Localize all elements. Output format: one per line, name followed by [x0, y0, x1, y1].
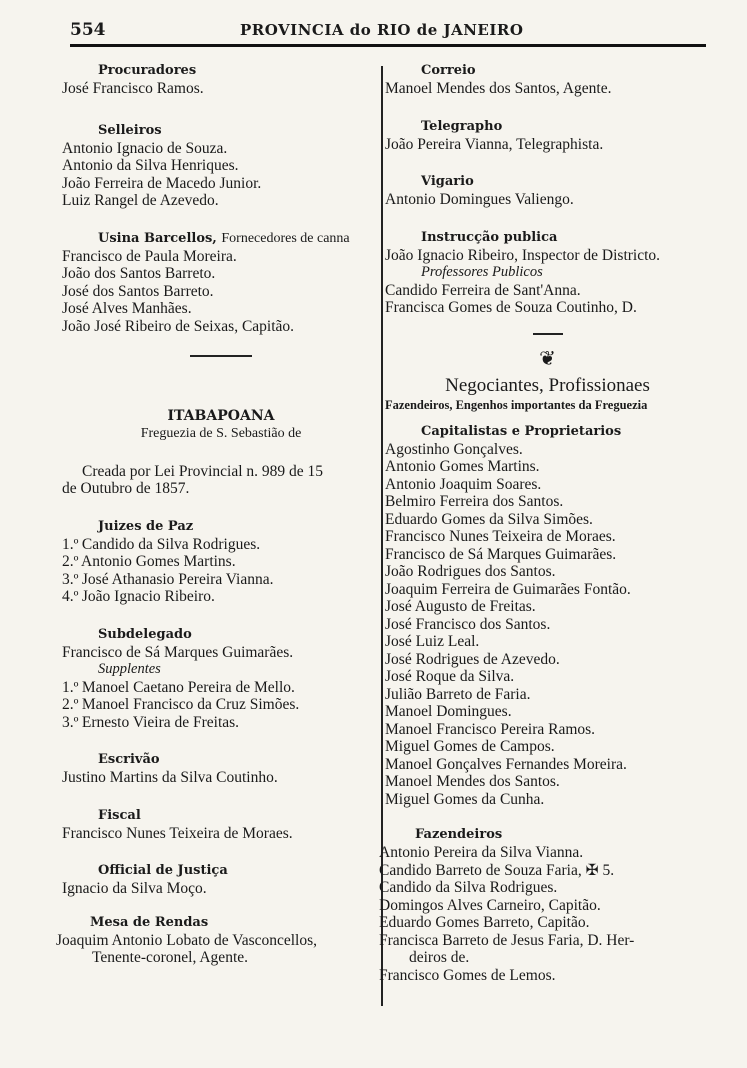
- list-item: [62, 696, 380, 714]
- itabapoana-subtitle: Freguezia de S. Sebastião de: [140, 426, 302, 441]
- inspector-line: João Ignacio Ribeiro, Inspector de Districto.: [385, 246, 661, 264]
- list-item: João Rodrigues dos Santos.: [385, 563, 556, 580]
- telegrapho-name: João Pereira Vianna, Telegraphista.: [385, 135, 604, 153]
- list-item: José Francisco Ramos.: [62, 80, 204, 97]
- correio-name: Manoel Mendes dos Santos, Agente.: [385, 80, 612, 97]
- procuradores-heading: Procuradores: [98, 63, 197, 78]
- juizes-heading: Juizes de Paz: [98, 518, 194, 534]
- mesa-heading: Mesa de Rendas: [90, 914, 209, 930]
- list-item: [62, 588, 380, 606]
- official-section: [62, 862, 380, 898]
- list-item: [62, 553, 380, 571]
- list-item: Francisca Barreto de Jesus Faria, D. Her-: [379, 931, 635, 949]
- item-number: 4.º: [62, 588, 79, 605]
- item-number: 2.º: [62, 553, 79, 570]
- list-item: Antonio Ignacio de Souza.: [62, 139, 228, 157]
- list-item: Manoel Francisco Pereira Ramos.: [385, 720, 596, 738]
- itabapoana-title: ITABAPOANA: [167, 408, 275, 424]
- list-item: Belmiro Ferreira dos Santos.: [385, 493, 564, 510]
- fiscal-heading: Fiscal: [98, 807, 141, 823]
- fazendeiros-section: [379, 826, 710, 984]
- list-item: Francisco de Paula Moreira.: [62, 247, 237, 265]
- capitalistas-heading: Capitalistas e Proprietarios: [421, 423, 622, 439]
- fiscal-section: [62, 807, 380, 843]
- list-item: Manoel Domingues.: [385, 703, 512, 720]
- item-name: Manoel Francisco da Cruz Simões.: [81, 696, 300, 713]
- list-item: Candido Barreto de Souza Faria, ✠ 5.: [379, 861, 615, 879]
- vigario-name: Antonio Domingues Valiengo.: [385, 191, 574, 208]
- instruccao-heading: Instrucção publica: [421, 229, 558, 245]
- item-number: 3.º: [62, 570, 79, 588]
- list-item: [62, 714, 380, 732]
- list-item: José Roque da Silva.: [385, 668, 515, 685]
- list-item: Francisco Gomes de Lemos.: [379, 966, 556, 984]
- list-item: Eduardo Gomes Barreto, Capitão.: [379, 914, 590, 931]
- list-item: José Rodrigues de Azevedo.: [385, 650, 560, 668]
- usina-heading-main: Usina Barcellos,: [98, 230, 217, 246]
- page-number: 554: [70, 20, 106, 40]
- running-title: PROVINCIA do RIO de JANEIRO: [240, 21, 524, 39]
- capitalistas-section: [385, 423, 710, 809]
- item-name: Ernesto Vieira de Freitas.: [81, 713, 240, 731]
- item-name: José Athanasio Pereira Vianna.: [81, 570, 274, 588]
- ornament-icon: ❦: [539, 345, 556, 370]
- selleiros-section: [62, 122, 380, 210]
- list-item: José Luiz Leal.: [385, 633, 480, 650]
- mesa-line-1: Joaquim Antonio Lobato de Vasconcellos,: [56, 931, 318, 949]
- instruccao-section: [385, 229, 710, 317]
- escrivao-name: Justino Martins da Silva Coutinho.: [62, 769, 278, 786]
- item-number: 1.º: [62, 535, 79, 553]
- list-item: José Augusto de Freitas.: [385, 598, 536, 615]
- list-item: [62, 571, 380, 589]
- mesa-section: [56, 914, 380, 967]
- usina-heading: [62, 230, 380, 248]
- page-header: [70, 18, 706, 42]
- list-item: Francisco de Sá Marques Guimarães.: [385, 545, 617, 563]
- vigario-heading: Vigario: [421, 174, 474, 189]
- selleiros-heading: Selleiros: [98, 122, 162, 138]
- itabapoana-section: [62, 407, 380, 498]
- list-item: Antonio Pereira da Silva Vianna.: [379, 844, 584, 861]
- list-item: Francisca Gomes de Souza Coutinho, D.: [385, 299, 637, 316]
- escrivao-section: [62, 751, 380, 787]
- item-number: 2.º: [62, 696, 79, 713]
- subdelegado-name: Francisco de Sá Marques Guimarães.: [62, 643, 294, 661]
- list-item: Manoel Gonçalves Fernandes Moreira.: [385, 755, 627, 773]
- usina-heading-suffix: Fornecedores de canna: [221, 230, 350, 246]
- telegrapho-heading: Telegrapho: [421, 118, 503, 134]
- item-name: Manoel Caetano Pereira de Mello.: [81, 678, 295, 696]
- supplentes-heading: Supplentes: [98, 661, 161, 677]
- list-item: José Francisco dos Santos.: [385, 615, 551, 633]
- item-name: Antonio Gomes Martins.: [81, 553, 236, 570]
- list-item: [62, 679, 380, 697]
- list-item: Francisco Nunes Teixeira de Moraes.: [385, 528, 616, 545]
- vigario-section: [385, 173, 710, 209]
- official-name: Ignacio da Silva Moço.: [62, 880, 207, 897]
- item-name: Candido da Silva Rodrigues.: [81, 535, 261, 553]
- creation-line-1: Creada por Lei Provincial n. 989 de 15: [82, 462, 324, 480]
- procuradores-section: [62, 62, 380, 98]
- list-item: João José Ribeiro de Seixas, Capitão.: [62, 317, 295, 335]
- fazendeiros-heading: Fazendeiros: [415, 827, 503, 842]
- section-rule: [533, 333, 563, 335]
- escrivao-heading: Escrivão: [98, 752, 160, 767]
- left-column: [56, 62, 380, 967]
- fiscal-name: Francisco Nunes Teixeira de Moraes.: [62, 824, 293, 842]
- mesa-line-2: Tenente-coronel, Agente.: [92, 949, 248, 966]
- negociantes-section: [385, 375, 710, 413]
- list-item: José dos Santos Barreto.: [62, 282, 214, 300]
- list-item: Antonio da Silva Henriques.: [62, 157, 239, 174]
- list-item: José Alves Manhães.: [62, 300, 192, 317]
- correio-heading: Correio: [421, 63, 476, 78]
- header-rule: [70, 44, 706, 47]
- correio-section: [385, 62, 710, 98]
- negociantes-subtitle: Fazendeiros, Engenhos importantes da Freguezia: [385, 397, 648, 412]
- list-item: João dos Santos Barreto.: [62, 265, 216, 282]
- item-name: João Ignacio Ribeiro.: [81, 588, 215, 605]
- list-item: Miguel Gomes da Cunha.: [385, 790, 545, 808]
- list-item: Manoel Mendes dos Santos.: [385, 773, 560, 790]
- telegrapho-section: [385, 118, 710, 154]
- subdelegado-section: [62, 626, 380, 732]
- negociantes-title: Negociantes, Profissionaes: [445, 374, 650, 396]
- list-item: Miguel Gomes de Campos.: [385, 738, 555, 755]
- item-number: 1.º: [62, 678, 79, 696]
- list-item-continuation: deiros de.: [409, 949, 470, 966]
- list-item: Candido Ferreira de Sant'Anna.: [385, 281, 581, 299]
- juizes-section: [62, 518, 380, 606]
- item-number: 3.º: [62, 713, 79, 731]
- section-rule: [190, 355, 252, 357]
- creation-line-2: de Outubro de 1857.: [62, 480, 190, 497]
- list-item: Eduardo Gomes da Silva Simões.: [385, 510, 593, 528]
- list-item: João Ferreira de Macedo Junior.: [62, 174, 262, 192]
- list-item: Joaquim Ferreira de Guimarães Fontão.: [385, 580, 631, 598]
- list-item: Antonio Gomes Martins.: [385, 458, 540, 475]
- list-item: Luiz Rangel de Azevedo.: [62, 192, 219, 209]
- list-item: Agostinho Gonçalves.: [385, 440, 523, 458]
- professores-heading: Professores Publicos: [421, 264, 543, 280]
- right-column: [379, 62, 710, 984]
- usina-section: [62, 230, 380, 336]
- list-item: Candido da Silva Rodrigues.: [379, 879, 558, 896]
- list-item: Julião Barreto de Faria.: [385, 685, 531, 703]
- subdelegado-heading: Subdelegado: [98, 626, 192, 642]
- list-item: Domingos Alves Carneiro, Capitão.: [379, 896, 601, 914]
- list-item: Antonio Joaquim Soares.: [385, 475, 542, 493]
- list-item: [62, 536, 380, 554]
- official-heading: Official de Justiça: [98, 863, 228, 878]
